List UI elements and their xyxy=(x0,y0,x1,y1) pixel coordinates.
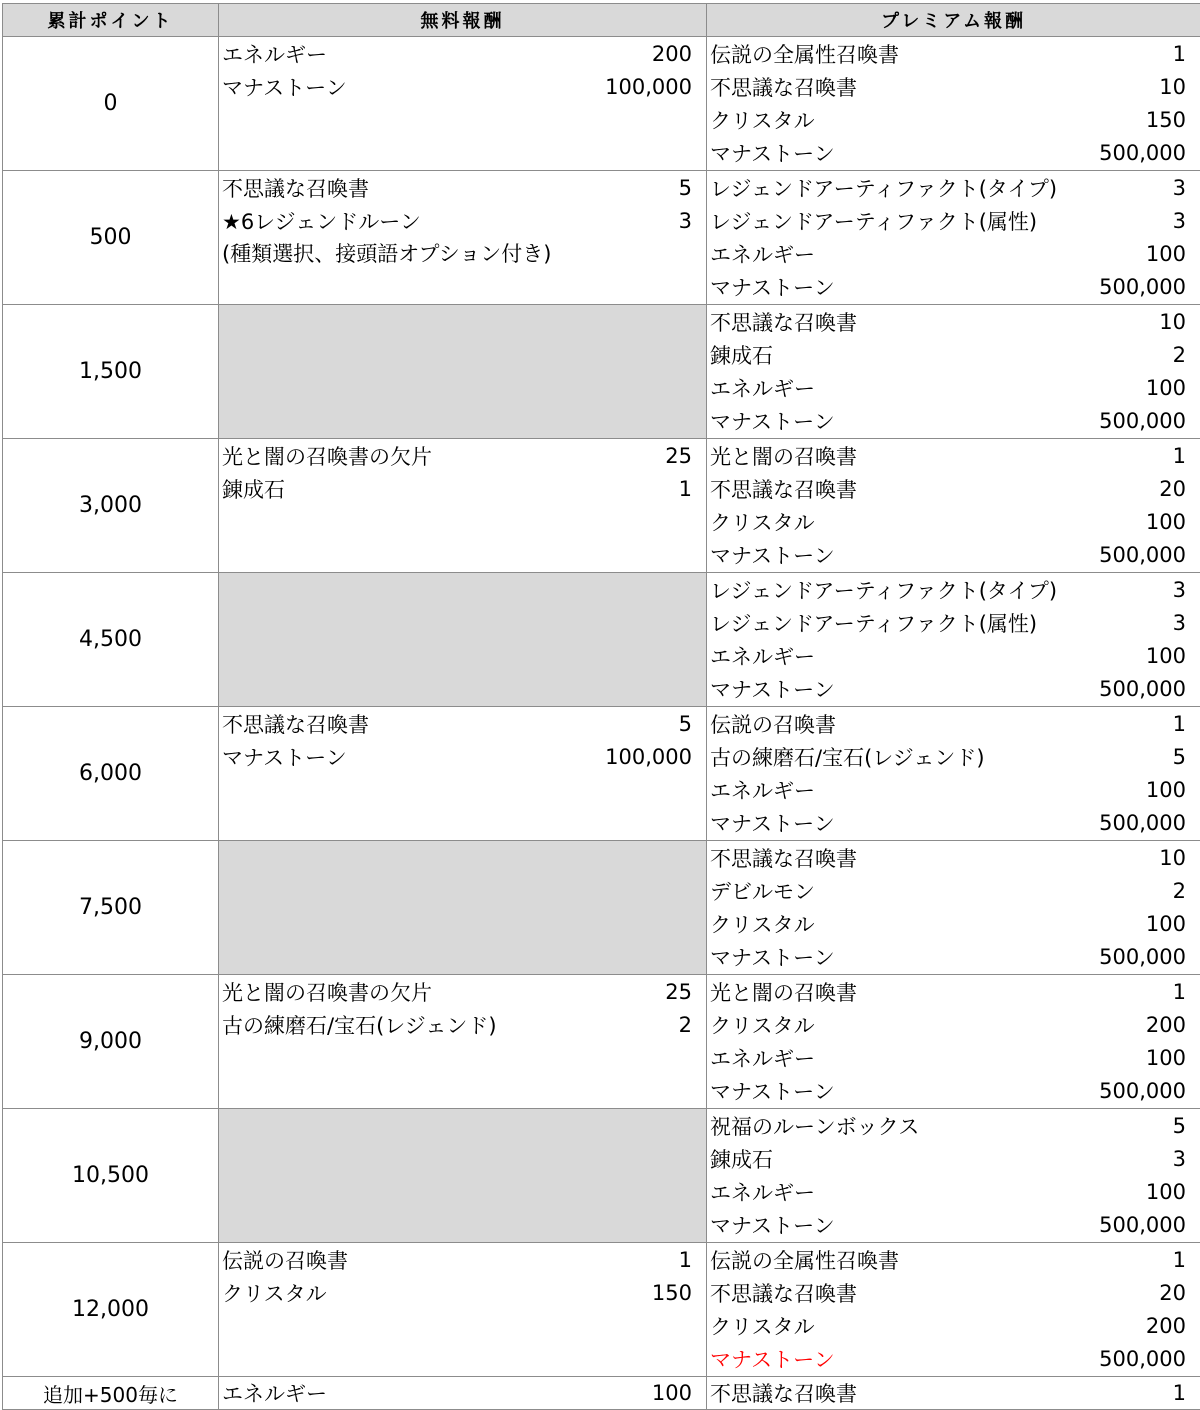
reward-item xyxy=(707,305,1200,338)
reward-name: 不思議な召喚書 xyxy=(710,474,857,504)
premium-rewards-cell xyxy=(707,171,1200,305)
reward-name: 不思議な召喚書 xyxy=(710,1278,857,1308)
reward-item xyxy=(707,37,1200,70)
reward-quantity: 3 xyxy=(1173,611,1186,635)
reward-quantity: 1 xyxy=(1173,980,1186,1004)
reward-quantity: 100 xyxy=(1146,912,1186,936)
reward-note: (種類選択、接頭語オプション付き) xyxy=(219,238,706,271)
reward-name: 不思議な召喚書 xyxy=(222,173,369,203)
reward-name: 伝説の召喚書 xyxy=(710,709,836,739)
reward-name: 伝説の全属性召喚書 xyxy=(710,1245,899,1275)
premium-rewards-cell xyxy=(707,573,1200,707)
reward-name: クリスタル xyxy=(710,507,815,537)
reward-item xyxy=(219,37,706,70)
reward-name: 不思議な召喚書 xyxy=(710,843,857,873)
reward-quantity: 3 xyxy=(1173,1147,1186,1171)
reward-quantity: 100 xyxy=(1146,1046,1186,1070)
reward-name: 古の練磨石/宝石(レジェンド) xyxy=(222,1010,497,1040)
reward-item xyxy=(707,1042,1200,1075)
reward-name: エネルギー xyxy=(222,1378,327,1408)
tier-points: 9,000 xyxy=(3,975,219,1109)
reward-quantity: 20 xyxy=(1159,477,1186,501)
reward-quantity: 500,000 xyxy=(1099,409,1186,433)
reward-name: 錬成石 xyxy=(222,474,285,504)
reward-item xyxy=(219,1243,706,1276)
reward-item xyxy=(707,439,1200,472)
reward-name: レジェンドアーティファクト(タイプ) xyxy=(710,173,1057,203)
reward-item xyxy=(707,405,1200,438)
tier-points: 7,500 xyxy=(3,841,219,975)
tier-points: 1,500 xyxy=(3,305,219,439)
reward-quantity: 100,000 xyxy=(605,75,692,99)
reward-item xyxy=(219,1276,706,1309)
reward-quantity: 100 xyxy=(1146,242,1186,266)
reward-item xyxy=(219,472,706,505)
tier-row xyxy=(3,305,1200,439)
reward-item xyxy=(707,1209,1200,1242)
reward-item xyxy=(707,506,1200,539)
extra-points: 追加+500毎に xyxy=(3,1377,219,1410)
free-rewards-cell xyxy=(219,439,707,573)
reward-quantity: 10 xyxy=(1159,846,1186,870)
reward-quantity: 5 xyxy=(679,712,692,736)
reward-quantity: 100 xyxy=(652,1381,692,1405)
premium-rewards-cell xyxy=(707,37,1200,171)
reward-item xyxy=(707,707,1200,740)
reward-name: マナストーン xyxy=(710,808,835,838)
reward-quantity: 1 xyxy=(1173,712,1186,736)
reward-item xyxy=(219,975,706,1008)
extra-row xyxy=(3,1377,1200,1410)
reward-name: 光と闇の召喚書 xyxy=(710,441,857,471)
reward-item xyxy=(707,874,1200,907)
tier-points: 3,000 xyxy=(3,439,219,573)
reward-quantity: 10 xyxy=(1159,310,1186,334)
reward-item xyxy=(707,372,1200,405)
reward-item xyxy=(707,271,1200,304)
reward-item xyxy=(707,1310,1200,1343)
reward-quantity: 500,000 xyxy=(1099,811,1186,835)
reward-name: マナストーン xyxy=(710,674,835,704)
reward-quantity: 200 xyxy=(1146,1013,1186,1037)
reward-item xyxy=(219,1377,706,1409)
reward-item xyxy=(707,238,1200,271)
reward-quantity: 200 xyxy=(1146,1314,1186,1338)
tier-rows xyxy=(3,37,1200,1410)
reward-name: クリスタル xyxy=(222,1278,327,1308)
reward-quantity: 3 xyxy=(1173,578,1186,602)
reward-quantity: 1 xyxy=(679,477,692,501)
premium-rewards-cell xyxy=(707,707,1200,841)
reward-quantity: 5 xyxy=(679,176,692,200)
reward-name: クリスタル xyxy=(710,1010,815,1040)
reward-name: マナストーン xyxy=(710,1210,835,1240)
reward-quantity: 100,000 xyxy=(605,745,692,769)
reward-item xyxy=(219,204,706,237)
reward-name: 光と闇の召喚書の欠片 xyxy=(222,977,432,1007)
reward-quantity: 3 xyxy=(1173,176,1186,200)
reward-quantity: 500,000 xyxy=(1099,1347,1186,1371)
reward-item xyxy=(707,606,1200,639)
reward-quantity: 500,000 xyxy=(1099,543,1186,567)
reward-item xyxy=(707,1343,1200,1376)
reward-name: 不思議な召喚書 xyxy=(710,1378,857,1408)
reward-quantity: 500,000 xyxy=(1099,141,1186,165)
reward-item xyxy=(707,472,1200,505)
reward-name: マナストーン xyxy=(710,1344,835,1374)
extra-premium-cell xyxy=(707,1377,1200,1410)
reward-quantity: 500,000 xyxy=(1099,1213,1186,1237)
tier-row xyxy=(3,1243,1200,1377)
free-rewards-cell xyxy=(219,1109,707,1243)
reward-quantity: 3 xyxy=(679,209,692,233)
free-rewards-cell xyxy=(219,1243,707,1377)
reward-name: マナストーン xyxy=(710,1076,835,1106)
tier-points: 500 xyxy=(3,171,219,305)
reward-item xyxy=(707,841,1200,874)
reward-name: マナストーン xyxy=(710,406,835,436)
tier-points: 6,000 xyxy=(3,707,219,841)
reward-quantity: 500,000 xyxy=(1099,677,1186,701)
reward-item xyxy=(707,70,1200,103)
free-rewards-cell xyxy=(219,975,707,1109)
reward-quantity: 25 xyxy=(665,980,692,1004)
reward-name: マナストーン xyxy=(710,942,835,972)
tier-row xyxy=(3,841,1200,975)
reward-quantity: 2 xyxy=(1173,879,1186,903)
reward-item xyxy=(707,338,1200,371)
reward-name: 光と闇の召喚書 xyxy=(710,977,857,1007)
header-free-rewards: 無料報酬 xyxy=(219,4,707,37)
reward-name: 錬成石 xyxy=(710,340,773,370)
reward-item xyxy=(707,673,1200,706)
reward-quantity: 150 xyxy=(652,1281,692,1305)
reward-item xyxy=(707,1243,1200,1276)
reward-quantity: 10 xyxy=(1159,75,1186,99)
free-rewards-cell xyxy=(219,841,707,975)
reward-quantity: 500,000 xyxy=(1099,1079,1186,1103)
free-rewards-cell xyxy=(219,37,707,171)
reward-item xyxy=(707,1377,1200,1409)
reward-name: レジェンドアーティファクト(タイプ) xyxy=(710,575,1057,605)
tier-row xyxy=(3,573,1200,707)
free-rewards-cell xyxy=(219,707,707,841)
reward-name: エネルギー xyxy=(710,373,815,403)
reward-quantity: 1 xyxy=(1173,444,1186,468)
reward-name: マナストーン xyxy=(222,72,347,102)
reward-quantity: 25 xyxy=(665,444,692,468)
reward-name: レジェンドアーティファクト(属性) xyxy=(710,608,1037,638)
reward-name: クリスタル xyxy=(710,1311,815,1341)
reward-quantity: 100 xyxy=(1146,510,1186,534)
reward-name: マナストーン xyxy=(710,138,835,168)
premium-rewards-cell xyxy=(707,1109,1200,1243)
tier-row xyxy=(3,37,1200,171)
reward-quantity: 200 xyxy=(652,42,692,66)
reward-name: マナストーン xyxy=(710,272,835,302)
reward-item xyxy=(707,807,1200,840)
reward-quantity: 100 xyxy=(1146,1180,1186,1204)
reward-item xyxy=(707,1276,1200,1309)
tier-points: 10,500 xyxy=(3,1109,219,1243)
reward-name: 祝福のルーンボックス xyxy=(710,1111,919,1141)
reward-item xyxy=(707,941,1200,974)
reward-name: クリスタル xyxy=(710,909,815,939)
reward-name: エネルギー xyxy=(710,641,815,671)
premium-rewards-cell xyxy=(707,1243,1200,1377)
tier-points: 0 xyxy=(3,37,219,171)
reward-quantity: 5 xyxy=(1173,745,1186,769)
premium-rewards-cell xyxy=(707,305,1200,439)
tier-points: 4,500 xyxy=(3,573,219,707)
reward-name: 不思議な召喚書 xyxy=(710,72,857,102)
reward-item xyxy=(707,975,1200,1008)
reward-name: レジェンドアーティファクト(属性) xyxy=(710,206,1037,236)
reward-item xyxy=(219,171,706,204)
reward-item xyxy=(707,740,1200,773)
reward-quantity: 2 xyxy=(1173,343,1186,367)
reward-item xyxy=(707,640,1200,673)
reward-quantity: 1 xyxy=(1173,42,1186,66)
premium-rewards-cell xyxy=(707,841,1200,975)
reward-name: 伝説の全属性召喚書 xyxy=(710,39,899,69)
tier-row xyxy=(3,171,1200,305)
reward-quantity: 1 xyxy=(679,1248,692,1272)
extra-free-cell xyxy=(219,1377,707,1410)
reward-name: エネルギー xyxy=(710,775,815,805)
reward-quantity: 100 xyxy=(1146,778,1186,802)
premium-rewards-cell xyxy=(707,975,1200,1109)
premium-rewards-cell xyxy=(707,439,1200,573)
reward-item xyxy=(219,439,706,472)
reward-name: マナストーン xyxy=(710,540,835,570)
reward-item xyxy=(707,137,1200,170)
reward-name: 光と闇の召喚書の欠片 xyxy=(222,441,432,471)
reward-item xyxy=(707,774,1200,807)
free-rewards-cell xyxy=(219,171,707,305)
reward-quantity: 150 xyxy=(1146,108,1186,132)
reward-name: マナストーン xyxy=(222,742,347,772)
reward-name: ★6レジェンドルーン xyxy=(222,206,421,236)
reward-quantity: 5 xyxy=(1173,1114,1186,1138)
header-points: 累計ポイント xyxy=(3,4,219,37)
tier-row xyxy=(3,439,1200,573)
reward-item xyxy=(219,1008,706,1041)
reward-name: クリスタル xyxy=(710,105,815,135)
reward-quantity: 100 xyxy=(1146,644,1186,668)
reward-item xyxy=(219,740,706,773)
tier-row xyxy=(3,707,1200,841)
reward-quantity: 100 xyxy=(1146,376,1186,400)
reward-item xyxy=(707,1109,1200,1142)
reward-quantity: 3 xyxy=(1173,209,1186,233)
tier-row xyxy=(3,1109,1200,1243)
reward-quantity: 2 xyxy=(679,1013,692,1037)
reward-name: 不思議な召喚書 xyxy=(222,709,369,739)
reward-item xyxy=(707,104,1200,137)
reward-name: デビルモン xyxy=(710,876,815,906)
reward-item xyxy=(707,908,1200,941)
reward-item xyxy=(219,70,706,103)
reward-name: エネルギー xyxy=(710,1043,815,1073)
reward-item xyxy=(707,1142,1200,1175)
reward-item xyxy=(707,171,1200,204)
free-rewards-cell xyxy=(219,305,707,439)
reward-name: エネルギー xyxy=(710,239,815,269)
reward-name: 伝説の召喚書 xyxy=(222,1245,348,1275)
tier-row xyxy=(3,975,1200,1109)
reward-quantity: 500,000 xyxy=(1099,945,1186,969)
header-row xyxy=(3,4,1200,37)
reward-name: 錬成石 xyxy=(710,1144,773,1174)
reward-quantity: 1 xyxy=(1173,1248,1186,1272)
rewards-table xyxy=(2,3,1200,1410)
reward-name: エネルギー xyxy=(710,1177,815,1207)
reward-name: 不思議な召喚書 xyxy=(710,307,857,337)
reward-item xyxy=(707,204,1200,237)
tier-points: 12,000 xyxy=(3,1243,219,1377)
reward-item xyxy=(707,573,1200,606)
reward-name: エネルギー xyxy=(222,39,327,69)
reward-item xyxy=(707,1008,1200,1041)
reward-quantity: 500,000 xyxy=(1099,275,1186,299)
header-premium-rewards: プレミアム報酬 xyxy=(707,4,1200,37)
reward-quantity: 1 xyxy=(1173,1381,1186,1405)
free-rewards-cell xyxy=(219,573,707,707)
reward-item xyxy=(219,707,706,740)
reward-item xyxy=(707,1075,1200,1108)
reward-name: 古の練磨石/宝石(レジェンド) xyxy=(710,742,985,772)
reward-item xyxy=(707,1176,1200,1209)
reward-quantity: 20 xyxy=(1159,1281,1186,1305)
reward-item xyxy=(707,539,1200,572)
